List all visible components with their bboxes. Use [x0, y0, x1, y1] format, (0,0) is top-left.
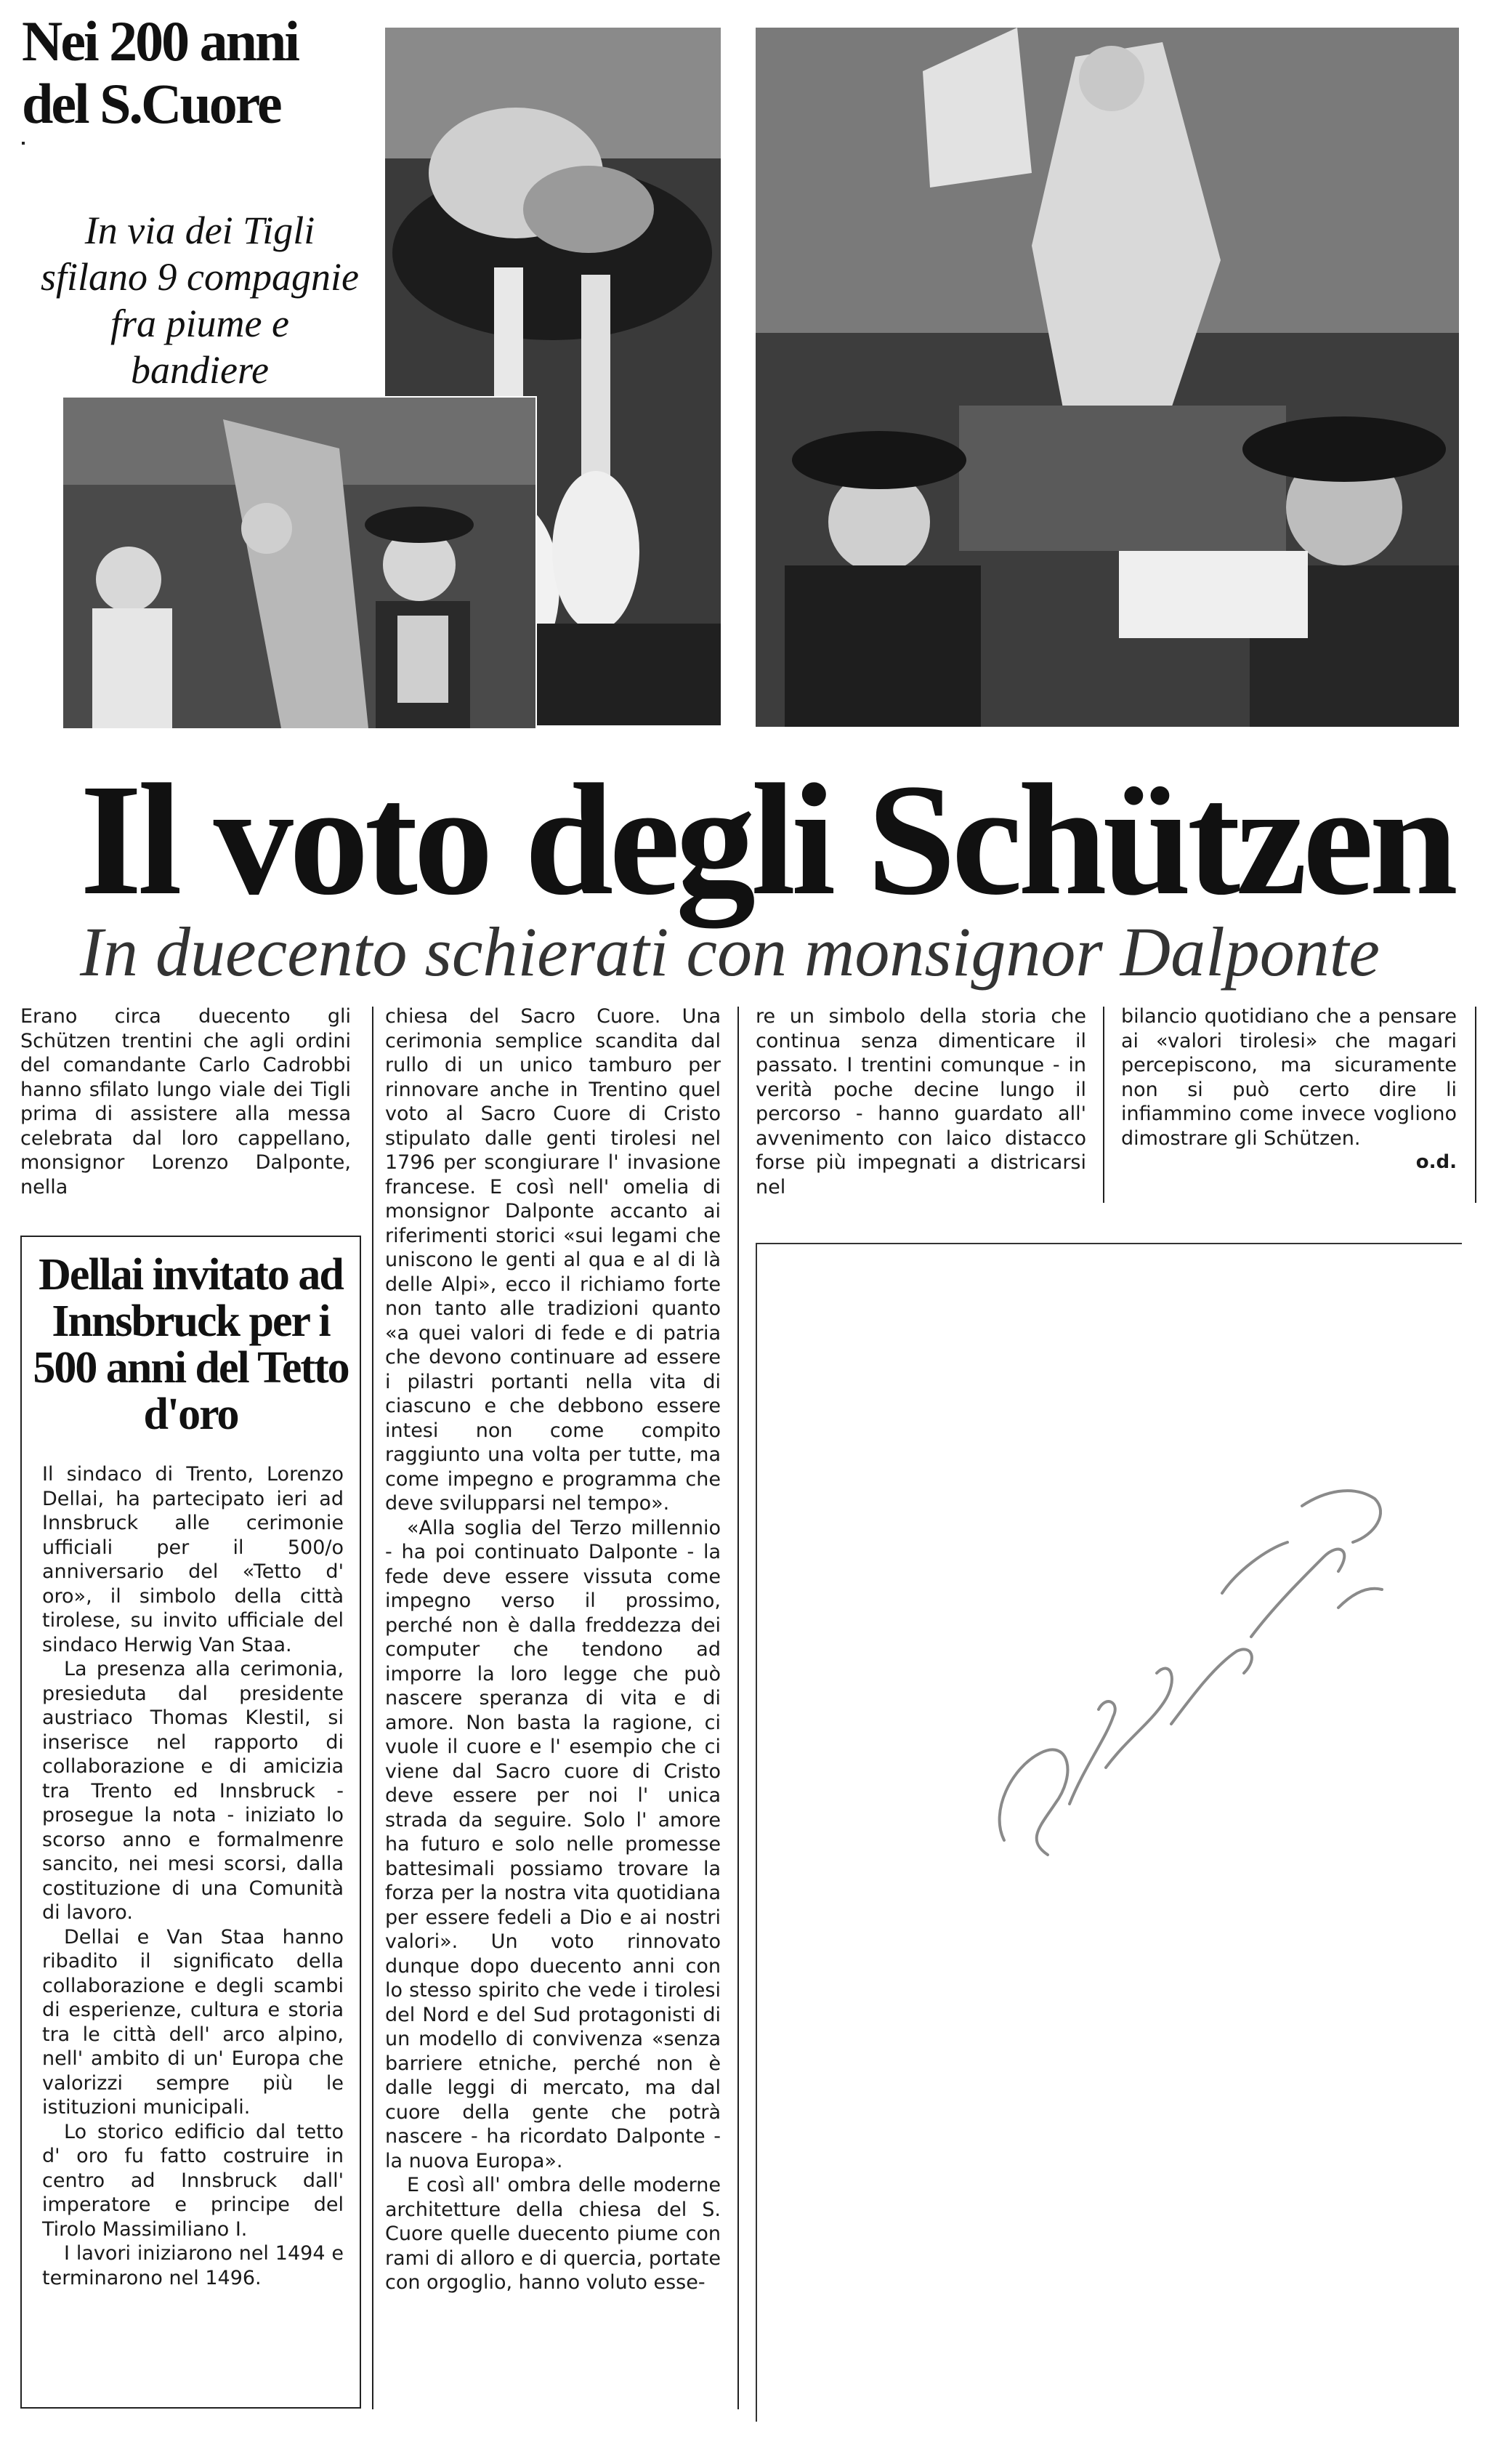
sidebar-p3: Dellai e Van Staa hanno ribadito il significato della collaborazione e degli scambi di esperienze, cultura e storia tra le città dell' arco alpino, nell' ambito di un' Europa che valorizzi sempre più le istituzioni municipali.	[42, 1925, 344, 2119]
article-col2-p3: E così all' ombra delle moderne architetture della chiesa del S. Cuore quelle duecento piume con rami di alloro e di quercia, portate con orgoglio, hanno voluto esse-	[385, 2174, 721, 2294]
sidebar-p5: I lavori iniziarono nel 1494 e terminarono nel 1496.	[42, 2242, 344, 2289]
article-column-3	[756, 1004, 1086, 1199]
article-column-4	[1121, 1004, 1457, 1175]
blank-area	[756, 1243, 1462, 2422]
article-signature: o.d.	[1415, 1151, 1457, 1173]
column-rule-1	[372, 1007, 373, 2409]
kicker-title: Nei 200 anni del S.Cuore	[22, 9, 299, 135]
sidebar-p4: Lo storico edificio dal tetto d' oro fu fatto costruire in centro ad Innsbruck dall' imperatore e principe del Tirolo Massimiliano I.	[42, 2120, 344, 2241]
kicker-subtitle: In via dei Tigli sfilano 9 compagnie fra piume e bandiere	[41, 209, 359, 392]
headline: Il voto degli Schützen	[80, 751, 1454, 928]
article-col3-text: re un simbolo della storia che continua senza dimenticare il passato. I trentini comunque - in verità poche decine lungo il percorso - hanno guardato all' avvenimento con laico distacco forse più impegnati a districarsi nel	[756, 1005, 1086, 1198]
article-col4-text: bilancio quotidiano che a pensare ai «valori tirolesi» che magari percepiscono, ma sicuramente non si può certo dire li infiammino come invece vogliono dimostrare gli Schützen.	[1121, 1005, 1457, 1150]
article-column-2	[385, 1004, 721, 2295]
article-col1-text: Erano circa duecento gli Schützen trentini che agli ordini del comandante Carlo Cadrobbi hanno sfilato lungo viale dei Tigli prima di assistere alla messa celebrata dal loro cappellano, monsignor Lorenzo Dalponte, nella	[20, 1005, 351, 1198]
handwritten-signature	[961, 1462, 1411, 1869]
photo-sacred-heart-statue	[756, 28, 1459, 727]
sidebar-title: Dellai invitato ad Innsbruck per i 500 anni del Tetto d'oro	[33, 1250, 349, 1439]
kicker-rule	[22, 142, 25, 145]
sidebar-text	[42, 1462, 344, 2290]
sidebar-p2: La presenza alla cerimonia, presieduta dal presidente austriaco Thomas Klestil, si inserisce nel rapporto di collaborazione e di amicizia tra Trento ed Innsbruck - prosegue la nota - iniziato lo scorso anno e formalmenre sancito, nei mesi scorsi, dalla costituzione di una Comunità di lavoro.	[42, 1658, 344, 1924]
photo-parade-flag	[62, 396, 537, 730]
column-rule-4	[1475, 1007, 1476, 1203]
article-column-1	[20, 1004, 351, 1199]
deck-subheadline: In duecento schierati con monsignor Dalponte	[80, 913, 1380, 991]
column-rule-2	[737, 1007, 739, 2409]
article-col2-p2: «Alla soglia del Terzo millennio - ha poi continuato Dalponte - la fede deve essere vissuta come impegno verso il prossimo, perché non è dalla freddezza dei computer che tendono ad imporre la loro legge che può nascere speranza di vita e di amore. Non basta la ragione, ci vuole il cuore e l' esempio che ci viene dal Sacro cuore di Cristo deve essere per noi l' unica strada da seguire. Solo l' amore ha futuro e solo nelle promesse battesimali possiamo trovare la forza per la nostra vita quotidiana per essere fedeli a Dio e ai nostri valori». Un voto rinnovato dunque dopo duecento anni con lo stesso spirito che vede i tirolesi del Nord e del Sud protagonisti di un modello di convivenza «senza barriere etniche, perché non è dalle leggi di mercato, ma dal cuore della gente che potrà nascere - ha ricordato Dalponte - la nuova Europa».	[385, 1516, 721, 2172]
sidebar-box	[20, 1236, 361, 2409]
column-rule-3	[1103, 1007, 1104, 1203]
sidebar-p1: Il sindaco di Trento, Lorenzo Dellai, ha partecipato ieri ad Innsbruck alle cerimonie ufficiali per il 500/o anniversario del «Tetto d' oro», il simbolo della città tirolese, su invito ufficiale del sindaco Herwig Van Staa.	[42, 1463, 344, 1656]
article-col2-p1: chiesa del Sacro Cuore. Una cerimonia semplice scandita dal rullo di un unico tamburo per rinnovare anche in Trentino quel voto al Sacro Cuore di Cristo stipulato dalle genti tirolesi nel 1796 per scongiurare l' invasione francese. E così nell' omelia di monsignor Dalponte accanto ai riferimenti storici «sui legami che uniscono le genti al qua e al di là delle Alpi», ecco il richiamo forte non tanto alle tradizioni quanto «a quei valori di fede e di patria che devono continuare ad essere i pilastri portanti nella vita di ciascuno e che debbono essere intesi non come compito raggiunto una volta per tutte, ma come impegno e programma che deve svilupparsi nel tempo».	[385, 1005, 721, 1515]
